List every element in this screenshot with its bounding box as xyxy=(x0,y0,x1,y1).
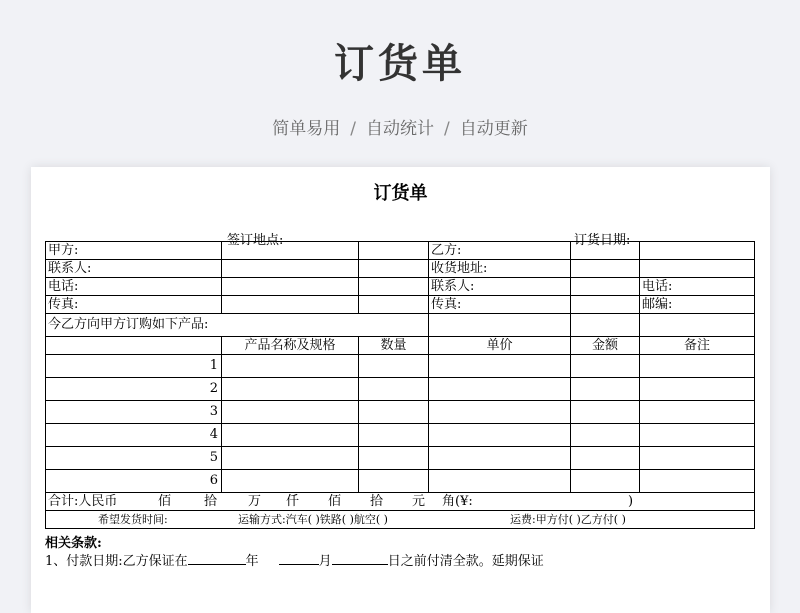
clauses-title: 相关条款: xyxy=(45,536,102,551)
fax-b-value[interactable] xyxy=(571,296,640,314)
party-b-label: 乙方: xyxy=(429,242,571,260)
intro-text: 今乙方向甲方订购如下产品: xyxy=(46,314,429,337)
row-number: 2 xyxy=(46,378,222,401)
quantity-cell[interactable] xyxy=(359,378,429,401)
phone-row xyxy=(46,278,755,296)
row-number: 5 xyxy=(46,447,222,470)
subtitle-auto-stats: 自动统计 xyxy=(366,119,434,139)
table-row xyxy=(46,424,755,447)
product-cell[interactable] xyxy=(222,424,359,447)
clause-1-prefix: 1、付款日期:乙方保证在 xyxy=(45,554,188,569)
fax-a-label: 传真: xyxy=(46,296,222,314)
row-number: 3 xyxy=(46,401,222,424)
remarks-cell[interactable] xyxy=(640,355,755,378)
quantity-cell[interactable] xyxy=(359,355,429,378)
table-row xyxy=(46,401,755,424)
unit-price-cell[interactable] xyxy=(429,378,571,401)
amount-cell[interactable] xyxy=(571,355,640,378)
unit-price-cell[interactable] xyxy=(429,470,571,493)
fax-b-label: 传真: xyxy=(429,296,571,314)
total-unit-ten-thousand-tens: 拾 xyxy=(204,493,218,509)
amount-cell[interactable] xyxy=(571,447,640,470)
column-header-amount: 金额 xyxy=(571,337,640,355)
page-title: 订货单 xyxy=(334,41,466,87)
total-label: 合计:人民币 xyxy=(48,493,118,509)
shipping-row xyxy=(46,511,755,529)
remarks-cell[interactable] xyxy=(640,401,755,424)
total-unit-ten: 拾 xyxy=(370,493,384,509)
receive-address-label: 收货地址: xyxy=(429,260,571,278)
party-b-value[interactable] xyxy=(571,242,640,260)
day-blank[interactable] xyxy=(332,552,388,565)
clause-1-month: 月 xyxy=(318,554,332,569)
contact-row xyxy=(46,260,755,278)
subtitle-auto-update: 自动更新 xyxy=(459,119,528,139)
party-a-value[interactable] xyxy=(222,242,359,260)
column-header-remarks: 备注 xyxy=(640,337,755,355)
total-unit-hundred: 佰 xyxy=(328,493,342,509)
intro-blank-1 xyxy=(429,314,571,337)
total-cell[interactable] xyxy=(46,493,755,511)
column-header-product: 产品名称及规格 xyxy=(222,337,359,355)
contact-a-label: 联系人: xyxy=(46,260,222,278)
remarks-cell[interactable] xyxy=(640,447,755,470)
party-b-value-2[interactable] xyxy=(640,242,755,260)
clause-1-year: 年 xyxy=(245,554,259,569)
column-header-quantity: 数量 xyxy=(359,337,429,355)
freight-payer[interactable]: 运费:甲方付( )乙方付( ) xyxy=(510,512,626,526)
party-row xyxy=(46,242,755,260)
table-row xyxy=(46,378,755,401)
row-number: 6 xyxy=(46,470,222,493)
quantity-cell[interactable] xyxy=(359,424,429,447)
sign-location-label: 签订地点: xyxy=(227,233,284,248)
product-cell[interactable] xyxy=(222,378,359,401)
month-blank[interactable] xyxy=(279,552,319,565)
delivery-time-label: 希望发货时间: xyxy=(98,512,168,526)
phone-a-value[interactable] xyxy=(222,278,359,296)
total-unit-jiao-yen: 角(¥: xyxy=(442,493,473,509)
amount-cell[interactable] xyxy=(571,470,640,493)
contact-b-label: 联系人: xyxy=(429,278,571,296)
clause-1 xyxy=(45,550,544,569)
product-cell[interactable] xyxy=(222,355,359,378)
party-a-value-2[interactable] xyxy=(359,242,429,260)
intro-blank-3 xyxy=(640,314,755,337)
unit-price-cell[interactable] xyxy=(429,424,571,447)
contact-a-value[interactable] xyxy=(222,260,359,278)
table-row xyxy=(46,355,755,378)
remarks-cell[interactable] xyxy=(640,424,755,447)
year-blank[interactable] xyxy=(188,552,246,565)
transport-method[interactable]: 运输方式:汽车( )铁路( )航空( ) xyxy=(238,512,388,526)
receive-address-value-2[interactable] xyxy=(640,260,755,278)
fax-a-value[interactable] xyxy=(222,296,359,314)
receive-address-value[interactable] xyxy=(571,260,640,278)
unit-price-cell[interactable] xyxy=(429,355,571,378)
row-number: 1 xyxy=(46,355,222,378)
unit-price-cell[interactable] xyxy=(429,401,571,424)
order-table xyxy=(45,241,755,529)
total-row xyxy=(46,493,755,511)
phone-a-label: 电话: xyxy=(46,278,222,296)
amount-cell[interactable] xyxy=(571,378,640,401)
total-unit-thousand: 仟 xyxy=(286,493,300,509)
fax-a-value-2[interactable] xyxy=(359,296,429,314)
amount-cell[interactable] xyxy=(571,401,640,424)
unit-price-cell[interactable] xyxy=(429,447,571,470)
intro-row xyxy=(46,314,755,337)
subtitle-separator: / xyxy=(444,119,450,139)
intro-blank-2 xyxy=(571,314,640,337)
column-header-unit-price: 单价 xyxy=(429,337,571,355)
product-cell[interactable] xyxy=(222,447,359,470)
total-unit-yuan: 元 xyxy=(412,493,426,509)
fax-row xyxy=(46,296,755,314)
table-row xyxy=(46,470,755,493)
subtitle-easy: 简单易用 xyxy=(272,119,341,139)
contact-a-value-2[interactable] xyxy=(359,260,429,278)
order-form-sheet xyxy=(31,167,770,613)
remarks-cell[interactable] xyxy=(640,470,755,493)
quantity-cell[interactable] xyxy=(359,447,429,470)
phone-b-label: 电话: xyxy=(640,278,755,296)
phone-a-value-2[interactable] xyxy=(359,278,429,296)
product-cell[interactable] xyxy=(222,401,359,424)
postcode-label: 邮编: xyxy=(640,296,755,314)
amount-cell[interactable] xyxy=(571,424,640,447)
contact-b-value[interactable] xyxy=(571,278,640,296)
total-unit-hundred-thousand: 佰 xyxy=(158,493,172,509)
quantity-cell[interactable] xyxy=(359,470,429,493)
total-close-paren: ) xyxy=(628,493,634,509)
page-subtitle xyxy=(0,114,800,139)
product-cell[interactable] xyxy=(222,470,359,493)
quantity-cell[interactable] xyxy=(359,401,429,424)
form-title: 订货单 xyxy=(373,183,428,204)
table-row xyxy=(46,447,755,470)
column-header-index xyxy=(46,337,222,355)
shipping-cell xyxy=(46,511,755,529)
row-number: 4 xyxy=(46,424,222,447)
subtitle-separator: / xyxy=(350,119,356,139)
total-unit-ten-thousand: 万 xyxy=(248,493,262,509)
party-a-label: 甲方: xyxy=(46,242,222,260)
column-header-row xyxy=(46,337,755,355)
clause-1-suffix: 日之前付清全款。延期保证 xyxy=(387,554,544,569)
remarks-cell[interactable] xyxy=(640,378,755,401)
order-date-label: 订货日期: xyxy=(574,233,631,248)
